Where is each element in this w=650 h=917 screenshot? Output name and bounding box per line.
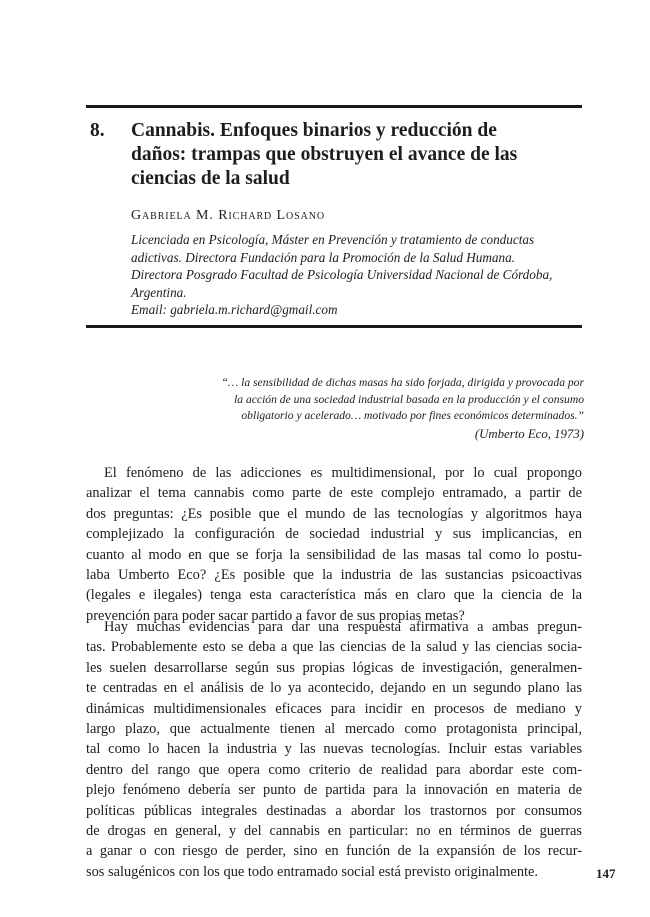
author-affiliation	[131, 231, 576, 319]
epigraph	[164, 375, 584, 442]
author-name: Gabriela M. Richard Losano	[131, 208, 325, 223]
chapter-title-line: Cannabis. Enfoques binarios y reducción de	[131, 120, 497, 141]
affiliation-line: Licenciada en Psicología, Máster en Prevención y tratamiento de conductas	[131, 232, 535, 247]
epigraph-line: obligatorio y acelerado… motivado por fines económicos determinados.”	[241, 409, 584, 422]
chapter-title-line: ciencias de la salud	[131, 168, 290, 189]
paragraph-line: tas. Probablemente esto se deba a que las ciencias de la salud y las ciencias socia-	[86, 639, 582, 656]
paragraph-line: dos preguntas: ¿Es posible que el mundo de las tecnologías y algoritmos haya	[86, 505, 582, 522]
page-number: 147	[596, 866, 616, 881]
chapter-title	[131, 119, 551, 191]
paragraph-line: plejo fenómeno debería ser punto de partida para la innovación en materia de	[86, 782, 582, 799]
paragraph-line: El fenómeno de las adicciones es multidimensional, por lo cual propongo	[104, 465, 582, 481]
paragraph-line: dinámicas multidimensionales eficaces para incidir en procesos de mediano y	[86, 700, 582, 717]
epigraph-citation: (Umberto Eco, 1973)	[474, 426, 584, 441]
chapter-title-line: daños: trampas que obstruyen el avance de las	[131, 144, 518, 165]
paragraph-line: dentro del rango que opera como criterio de realidad para abordar este com-	[86, 761, 582, 778]
paragraph-line: tal como lo hacen la industria y las nuevas tecnologías. Incluir estas variables	[86, 741, 582, 758]
chapter-top-rule	[86, 105, 582, 108]
affiliation-line: Directora Posgrado Facultad de Psicología Universidad Nacional de Córdoba,	[131, 267, 553, 282]
body-paragraph-1	[86, 463, 582, 626]
chapter-number: 8.	[90, 120, 105, 141]
paragraph-line: a ganar o con riesgo de perder, sino en función de la expansión de los recur-	[86, 843, 582, 860]
paragraph-line: largo plazo, que actualmente tienen al mercado como protagonista principal,	[86, 721, 582, 738]
paragraph-line: cuanto al modo en que se forja la sensibilidad de las masas tal como lo postu-	[86, 546, 582, 563]
chapter-bottom-rule	[86, 325, 582, 328]
author-email: Email: gabriela.m.richard@gmail.com	[131, 302, 338, 317]
paragraph-line: prevención para poder sacar partido a favor de sus propias metas?	[86, 607, 465, 624]
body-paragraph-2	[86, 617, 582, 882]
paragraph-line: Hay muchas evidencias para dar una respuesta afirmativa a ambas pregun-	[104, 619, 582, 635]
paragraph-line: (legales e ilegales) tenga esta característica más en claro que la ciencia de la	[86, 587, 582, 604]
epigraph-line: “… la sensibilidad de dichas masas ha sido forjada, dirigida y provocada por	[221, 376, 584, 389]
paragraph-line: laba Umberto Eco? ¿Es posible que la industria de las sustancias psicoactivas	[86, 567, 582, 584]
paragraph-line: políticas públicas integrales destinadas a abordar los trastornos por consumos	[86, 802, 582, 819]
affiliation-line: Argentina.	[131, 284, 187, 300]
paragraph-line: complejizado la configuración de sociedad industrial y sus implicancias, en	[86, 526, 582, 543]
paragraph-line: sos salugénicos con los que todo entramado social está previsto originalmente.	[86, 863, 538, 880]
paragraph-line: les suelen desarrollarse según sus propias lógicas de investigación, generalmen-	[86, 659, 582, 676]
paragraph-line: analizar el tema cannabis como parte de este complejo entramado, a partir de	[86, 485, 582, 502]
epigraph-line: la acción de una sociedad industrial basada en la producción y el consumo	[234, 392, 584, 406]
paragraph-line: te centradas en el análisis de lo ya acontecido, dejando en un segundo plano las	[86, 680, 582, 697]
affiliation-line: adictivas. Directora Fundación para la Promoción de la Salud Humana.	[131, 249, 515, 265]
paragraph-line: de drogas en general, y del cannabis en particular: no en términos de guerras	[86, 823, 582, 840]
